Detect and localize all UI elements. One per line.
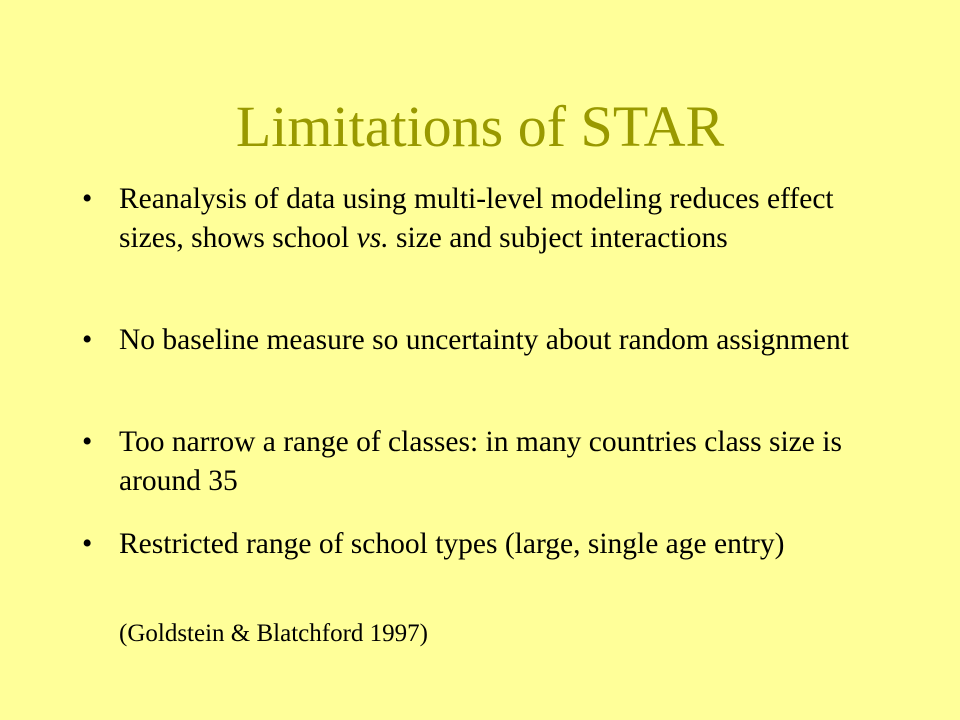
- bullet-text: Too narrow a range of classes: in many countries class size is around 35: [119, 426, 842, 497]
- bullet-item-baseline: [82, 321, 882, 360]
- bullet-emphasis: vs.: [356, 222, 389, 254]
- bullet-item-range-of-classes: [82, 423, 882, 501]
- bullet-text: Restricted range of school types (large, single age entry): [119, 528, 785, 560]
- bullet-icon: •: [82, 528, 93, 560]
- bullet-icon: •: [82, 324, 93, 356]
- bullet-icon: •: [82, 183, 93, 215]
- citation: (Goldstein & Blatchford 1997): [119, 620, 428, 647]
- bullet-text: No baseline measure so uncertainty about random assignment: [119, 324, 849, 356]
- bullet-item-reanalysis: [82, 180, 882, 258]
- bullet-text: [119, 180, 882, 258]
- bullet-icon: •: [82, 426, 93, 458]
- bullet-text-part: Reanalysis of data using multi-level modeling reduces effect sizes, shows school: [119, 183, 834, 254]
- slide-title: Limitations of STAR: [235, 94, 725, 159]
- bullet-item-school-types: [82, 525, 882, 564]
- bullet-text-part: size and subject interactions: [388, 222, 728, 254]
